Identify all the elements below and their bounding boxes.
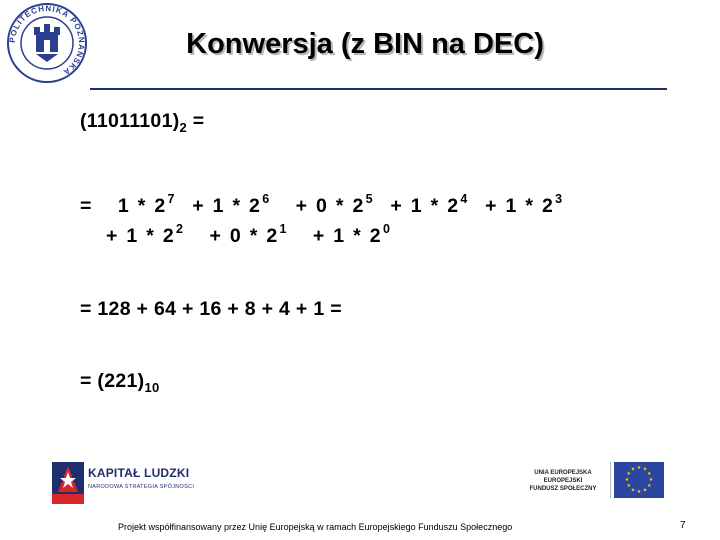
leading-equals: = [80, 195, 92, 217]
result-line [80, 370, 160, 395]
term-exponent: 1 [279, 222, 287, 236]
program-subtitle: NARODOWA STRATEGIA SPÓJNOŚCI [88, 484, 195, 490]
term-exponent: 6 [262, 192, 270, 206]
term [106, 222, 184, 247]
term-exponent: 2 [176, 222, 184, 236]
university-logo [6, 2, 88, 84]
svg-text:★: ★ [626, 471, 631, 477]
logo-ring-text: POLITECHNIKA POZNAŃSKA [7, 3, 87, 78]
svg-text:★: ★ [630, 487, 636, 494]
term-coef: + 1 * 2 [390, 195, 459, 217]
svg-text:★: ★ [647, 471, 652, 477]
svg-text:★: ★ [642, 487, 648, 494]
funding-note: Projekt współfinansowany przez Unię Europejską w ramach Europejskiego Funduszu Społecznego [118, 522, 513, 532]
term [390, 192, 468, 217]
term-exponent: 4 [460, 192, 468, 206]
binary-number: (11011101) [80, 110, 180, 132]
term-coef: + 1 * 2 [485, 195, 554, 217]
term [485, 192, 563, 217]
eu-divider [610, 462, 611, 498]
svg-text:★: ★ [642, 466, 648, 473]
svg-text:★: ★ [648, 477, 654, 483]
program-title: KAPITAŁ LUDZKI [88, 466, 190, 480]
term [209, 222, 287, 247]
equals-sign: = [187, 110, 205, 132]
result-value: = (221) [80, 370, 145, 392]
term-coef: 1 * 2 [117, 195, 166, 217]
eu-label-line: UNIA EUROPEJSKA [534, 470, 592, 476]
sum-line: = 128 + 64 + 16 + 8 + 4 + 1 = [80, 298, 342, 320]
term-exponent: 7 [167, 192, 175, 206]
eu-label-line: EUROPEJSKI [543, 478, 583, 484]
term [117, 192, 175, 217]
term-coef: + 1 * 2 [312, 225, 381, 247]
term-exponent: 3 [555, 192, 563, 206]
svg-text:★: ★ [624, 477, 630, 483]
expansion-line-1 [80, 192, 562, 218]
slide-title: Konwersja (z BIN na DEC) [186, 28, 544, 60]
term-exponent: 0 [382, 222, 391, 236]
term [312, 222, 391, 247]
term-coef: + 0 * 2 [295, 195, 364, 217]
svg-text:★: ★ [630, 466, 636, 473]
term-coef: + 1 * 2 [106, 225, 175, 247]
term-exponent: 5 [365, 192, 373, 206]
svg-text:★: ★ [636, 465, 642, 471]
kapital-ludzki-logo [52, 462, 84, 504]
binary-number-line [80, 110, 204, 135]
svg-text:★: ★ [647, 483, 652, 489]
title-divider [90, 88, 667, 90]
eu-flag-icon [614, 462, 664, 498]
eu-label-line: FUNDUSZ SPOŁECZNY [529, 486, 597, 492]
term [192, 192, 270, 217]
term-coef: + 1 * 2 [192, 195, 261, 217]
term [295, 192, 373, 217]
svg-text:★: ★ [636, 489, 642, 495]
binary-base: 2 [179, 120, 188, 135]
term-coef: + 0 * 2 [209, 225, 278, 247]
expansion-line-2 [106, 222, 390, 248]
page-number: 7 [680, 520, 686, 531]
result-base: 10 [144, 380, 160, 395]
eu-label [520, 469, 606, 493]
svg-text:★: ★ [626, 483, 631, 489]
